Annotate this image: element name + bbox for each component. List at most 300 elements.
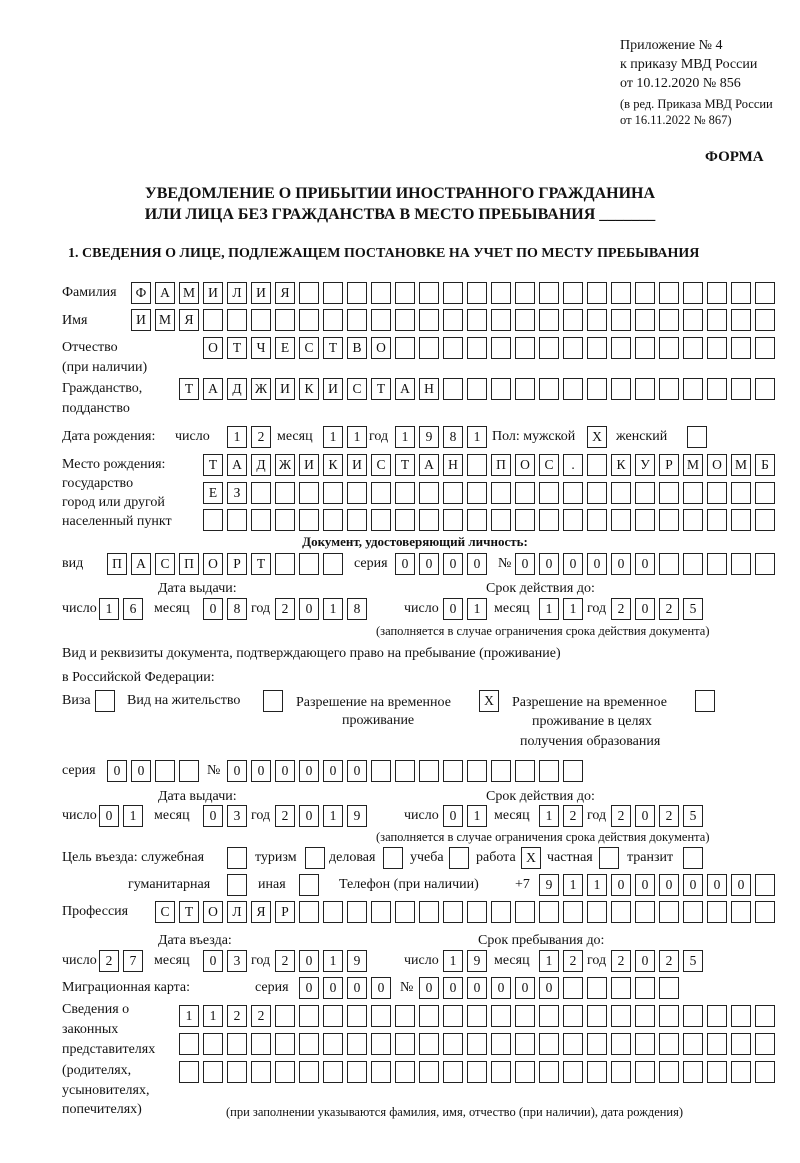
birth-place-3-cell[interactable] [587,509,607,531]
surname-cell[interactable] [563,282,583,304]
edu-residence-checkbox[interactable] [695,690,715,712]
birth-place-3-cell[interactable] [299,509,319,531]
birth-place-3-cell[interactable] [515,509,535,531]
name-cell[interactable] [491,309,511,331]
citizenship-cell[interactable] [443,378,463,400]
p-private-checkbox[interactable] [599,847,619,869]
birth-place-1-cell[interactable]: А [419,454,439,476]
birth-place-1-cell[interactable] [467,454,487,476]
birth-day-cell[interactable]: 1 [227,426,247,448]
id-number-cell[interactable] [731,553,751,575]
patronymic-cell[interactable]: В [347,337,367,359]
patronymic-cell[interactable] [443,337,463,359]
phone-cell[interactable]: 0 [635,874,655,896]
patronymic-cell[interactable] [395,337,415,359]
reps-3-cell[interactable] [683,1061,703,1083]
citizenship-cell[interactable]: И [323,378,343,400]
phone-cell[interactable] [755,874,775,896]
residence-checkbox[interactable] [263,690,283,712]
citizenship-cell[interactable] [587,378,607,400]
until-day-cell[interactable]: 1 [443,950,463,972]
profession-cell[interactable] [563,901,583,923]
surname-cell[interactable] [635,282,655,304]
reps-3-cell[interactable] [659,1061,679,1083]
until-month-cell[interactable]: 1 [539,950,559,972]
reps-3-cell[interactable] [755,1061,775,1083]
citizenship-cell[interactable]: Ж [251,378,271,400]
citizenship-cell[interactable]: И [275,378,295,400]
citizenship-cell[interactable] [563,378,583,400]
birth-place-1-cell[interactable]: О [707,454,727,476]
mig-series-cell[interactable]: 0 [347,977,367,999]
stay-number-cell[interactable] [515,760,535,782]
id-issue-year-cell[interactable]: 8 [347,598,367,620]
birth-place-1-cell[interactable]: Н [443,454,463,476]
birth-place-1-cell[interactable]: К [611,454,631,476]
birth-month-cell[interactable]: 1 [347,426,367,448]
reps-1-cell[interactable]: 1 [203,1005,223,1027]
mig-number-cell[interactable]: 0 [467,977,487,999]
reps-2-cell[interactable] [419,1033,439,1055]
phone-cell[interactable]: 0 [659,874,679,896]
reps-2-cell[interactable] [755,1033,775,1055]
reps-1-cell[interactable] [515,1005,535,1027]
reps-1-cell[interactable]: 2 [251,1005,271,1027]
id-kind-cell[interactable]: П [179,553,199,575]
reps-2-cell[interactable] [635,1033,655,1055]
patronymic-cell[interactable] [419,337,439,359]
entry-month-cell[interactable]: 3 [227,950,247,972]
until-day-cell[interactable]: 9 [467,950,487,972]
profession-cell[interactable] [491,901,511,923]
mig-number-cell[interactable]: 0 [443,977,463,999]
id-issue-month-cell[interactable]: 8 [227,598,247,620]
mig-number-cell[interactable]: 0 [419,977,439,999]
profession-cell[interactable] [347,901,367,923]
birth-place-1-cell[interactable]: П [491,454,511,476]
patronymic-cell[interactable] [563,337,583,359]
p-work-checkbox[interactable]: X [521,847,541,869]
phone-cell[interactable]: 0 [707,874,727,896]
birth-place-1-cell[interactable]: К [323,454,343,476]
citizenship-cell[interactable]: С [347,378,367,400]
citizenship-cell[interactable] [683,378,703,400]
birth-place-3-cell[interactable] [611,509,631,531]
reps-1-cell[interactable] [563,1005,583,1027]
birth-place-1-cell[interactable]: Р [659,454,679,476]
surname-cell[interactable] [395,282,415,304]
reps-3-cell[interactable] [323,1061,343,1083]
birth-place-2-cell[interactable] [587,482,607,504]
name-cell[interactable] [347,309,367,331]
id-valid-year-cell[interactable]: 2 [659,598,679,620]
stay-valid-day-cell[interactable]: 1 [467,805,487,827]
birth-month-cell[interactable]: 1 [323,426,343,448]
id-valid-year-cell[interactable]: 5 [683,598,703,620]
stay-issue-month-cell[interactable]: 3 [227,805,247,827]
surname-cell[interactable] [539,282,559,304]
birth-place-2-cell[interactable] [443,482,463,504]
reps-3-cell[interactable] [635,1061,655,1083]
patronymic-cell[interactable]: Ч [251,337,271,359]
mig-series-cell[interactable]: 0 [371,977,391,999]
reps-3-cell[interactable] [587,1061,607,1083]
reps-1-cell[interactable] [731,1005,751,1027]
reps-1-cell[interactable] [683,1005,703,1027]
id-valid-month-cell[interactable]: 1 [563,598,583,620]
birth-place-2-cell[interactable] [611,482,631,504]
surname-cell[interactable] [347,282,367,304]
stay-number-cell[interactable] [443,760,463,782]
reps-3-cell[interactable] [611,1061,631,1083]
mig-number-cell[interactable] [659,977,679,999]
birth-year-cell[interactable]: 1 [467,426,487,448]
stay-valid-month-cell[interactable]: 2 [563,805,583,827]
until-year-cell[interactable]: 2 [659,950,679,972]
reps-3-cell[interactable] [539,1061,559,1083]
stay-number-cell[interactable]: 0 [227,760,247,782]
patronymic-cell[interactable] [635,337,655,359]
birth-place-1-cell[interactable]: Т [395,454,415,476]
reps-1-cell[interactable] [755,1005,775,1027]
birth-place-1-cell[interactable] [587,454,607,476]
citizenship-cell[interactable] [539,378,559,400]
name-cell[interactable] [371,309,391,331]
birth-place-3-cell[interactable] [227,509,247,531]
id-kind-cell[interactable] [299,553,319,575]
reps-3-cell[interactable] [179,1061,199,1083]
reps-1-cell[interactable] [707,1005,727,1027]
profession-cell[interactable] [683,901,703,923]
reps-3-cell[interactable] [419,1061,439,1083]
reps-3-cell[interactable] [443,1061,463,1083]
profession-cell[interactable] [635,901,655,923]
name-cell[interactable] [659,309,679,331]
mig-number-cell[interactable]: 0 [539,977,559,999]
birth-place-3-cell[interactable] [419,509,439,531]
citizenship-cell[interactable] [635,378,655,400]
mig-number-cell[interactable] [635,977,655,999]
stay-number-cell[interactable] [371,760,391,782]
reps-3-cell[interactable] [467,1061,487,1083]
profession-cell[interactable]: Л [227,901,247,923]
name-cell[interactable] [203,309,223,331]
profession-cell[interactable]: О [203,901,223,923]
p-study-checkbox[interactable] [449,847,469,869]
entry-year-cell[interactable]: 9 [347,950,367,972]
profession-cell[interactable] [467,901,487,923]
id-series-cell[interactable]: 0 [443,553,463,575]
name-cell[interactable] [587,309,607,331]
id-series-cell[interactable]: 0 [419,553,439,575]
reps-1-cell[interactable] [659,1005,679,1027]
citizenship-cell[interactable] [491,378,511,400]
id-valid-day-cell[interactable]: 1 [467,598,487,620]
until-month-cell[interactable]: 2 [563,950,583,972]
stay-issue-year-cell[interactable]: 1 [323,805,343,827]
temp-residence-checkbox[interactable]: X [479,690,499,712]
stay-number-cell[interactable] [467,760,487,782]
birth-place-2-cell[interactable] [371,482,391,504]
phone-cell[interactable]: 1 [587,874,607,896]
profession-cell[interactable] [587,901,607,923]
stay-series-cell[interactable]: 0 [107,760,127,782]
birth-place-1-cell[interactable]: У [635,454,655,476]
name-cell[interactable] [419,309,439,331]
reps-2-cell[interactable] [251,1033,271,1055]
reps-3-cell[interactable] [203,1061,223,1083]
profession-cell[interactable] [419,901,439,923]
profession-cell[interactable]: С [155,901,175,923]
birth-place-1-cell[interactable]: Т [203,454,223,476]
mig-number-cell[interactable] [587,977,607,999]
citizenship-cell[interactable] [467,378,487,400]
id-kind-cell[interactable]: Т [251,553,271,575]
reps-3-cell[interactable] [731,1061,751,1083]
birth-place-2-cell[interactable] [635,482,655,504]
patronymic-cell[interactable] [467,337,487,359]
phone-cell[interactable]: 0 [611,874,631,896]
reps-1-cell[interactable] [395,1005,415,1027]
surname-cell[interactable]: А [155,282,175,304]
birth-place-3-cell[interactable] [539,509,559,531]
stay-number-cell[interactable]: 0 [275,760,295,782]
profession-cell[interactable] [611,901,631,923]
surname-cell[interactable]: М [179,282,199,304]
surname-cell[interactable] [587,282,607,304]
birth-place-3-cell[interactable] [635,509,655,531]
name-cell[interactable] [443,309,463,331]
reps-1-cell[interactable] [587,1005,607,1027]
reps-3-cell[interactable] [563,1061,583,1083]
birth-day-cell[interactable]: 2 [251,426,271,448]
birth-place-3-cell[interactable] [371,509,391,531]
surname-cell[interactable] [755,282,775,304]
patronymic-cell[interactable] [539,337,559,359]
stay-number-cell[interactable] [419,760,439,782]
reps-2-cell[interactable] [275,1033,295,1055]
surname-cell[interactable] [491,282,511,304]
stay-series-cell[interactable] [155,760,175,782]
citizenship-cell[interactable] [659,378,679,400]
birth-place-1-cell[interactable]: . [563,454,583,476]
birth-place-3-cell[interactable] [563,509,583,531]
reps-2-cell[interactable] [515,1033,535,1055]
birth-place-1-cell[interactable]: И [347,454,367,476]
reps-1-cell[interactable] [275,1005,295,1027]
citizenship-cell[interactable]: А [395,378,415,400]
birth-place-1-cell[interactable]: М [731,454,751,476]
id-number-cell[interactable]: 0 [587,553,607,575]
id-kind-cell[interactable]: А [131,553,151,575]
entry-day-cell[interactable]: 2 [99,950,119,972]
id-number-cell[interactable] [683,553,703,575]
id-kind-cell[interactable]: П [107,553,127,575]
citizenship-cell[interactable] [707,378,727,400]
reps-2-cell[interactable] [299,1033,319,1055]
phone-cell[interactable]: 0 [683,874,703,896]
id-kind-cell[interactable] [323,553,343,575]
surname-cell[interactable]: Ф [131,282,151,304]
reps-2-cell[interactable] [227,1033,247,1055]
stay-valid-year-cell[interactable]: 2 [611,805,631,827]
reps-1-cell[interactable] [611,1005,631,1027]
patronymic-cell[interactable] [587,337,607,359]
id-series-cell[interactable]: 0 [467,553,487,575]
birth-place-2-cell[interactable] [275,482,295,504]
citizenship-cell[interactable]: Д [227,378,247,400]
birth-year-cell[interactable]: 9 [419,426,439,448]
id-issue-year-cell[interactable]: 2 [275,598,295,620]
reps-2-cell[interactable] [203,1033,223,1055]
birth-place-2-cell[interactable]: З [227,482,247,504]
until-year-cell[interactable]: 5 [683,950,703,972]
citizenship-cell[interactable]: Т [179,378,199,400]
p-other-checkbox[interactable] [299,874,319,896]
id-issue-year-cell[interactable]: 0 [299,598,319,620]
stay-issue-year-cell[interactable]: 2 [275,805,295,827]
name-cell[interactable] [707,309,727,331]
p-tourism-checkbox[interactable] [305,847,325,869]
entry-day-cell[interactable]: 7 [123,950,143,972]
birth-place-3-cell[interactable] [323,509,343,531]
until-year-cell[interactable]: 2 [611,950,631,972]
birth-place-3-cell[interactable] [443,509,463,531]
id-issue-day-cell[interactable]: 1 [99,598,119,620]
reps-1-cell[interactable] [539,1005,559,1027]
patronymic-cell[interactable] [659,337,679,359]
birth-place-1-cell[interactable]: С [539,454,559,476]
name-cell[interactable] [611,309,631,331]
birth-place-3-cell[interactable] [707,509,727,531]
mig-number-cell[interactable] [563,977,583,999]
birth-place-3-cell[interactable] [275,509,295,531]
surname-cell[interactable] [683,282,703,304]
name-cell[interactable]: Я [179,309,199,331]
entry-year-cell[interactable]: 1 [323,950,343,972]
surname-cell[interactable] [443,282,463,304]
stay-valid-month-cell[interactable]: 1 [539,805,559,827]
id-kind-cell[interactable] [275,553,295,575]
profession-cell[interactable] [323,901,343,923]
name-cell[interactable] [731,309,751,331]
birth-place-3-cell[interactable] [203,509,223,531]
birth-place-2-cell[interactable] [659,482,679,504]
reps-1-cell[interactable] [347,1005,367,1027]
birth-place-2-cell[interactable] [491,482,511,504]
patronymic-cell[interactable]: О [371,337,391,359]
profession-cell[interactable] [515,901,535,923]
visa-checkbox[interactable] [95,690,115,712]
citizenship-cell[interactable]: А [203,378,223,400]
surname-cell[interactable] [515,282,535,304]
patronymic-cell[interactable] [683,337,703,359]
name-cell[interactable] [755,309,775,331]
birth-place-3-cell[interactable] [395,509,415,531]
id-number-cell[interactable] [707,553,727,575]
patronymic-cell[interactable] [707,337,727,359]
birth-place-1-cell[interactable]: Б [755,454,775,476]
name-cell[interactable] [683,309,703,331]
name-cell[interactable] [515,309,535,331]
birth-place-2-cell[interactable] [251,482,271,504]
patronymic-cell[interactable]: С [299,337,319,359]
profession-cell[interactable] [659,901,679,923]
patronymic-cell[interactable] [491,337,511,359]
reps-2-cell[interactable] [347,1033,367,1055]
patronymic-cell[interactable] [731,337,751,359]
id-series-cell[interactable]: 0 [395,553,415,575]
id-kind-cell[interactable]: О [203,553,223,575]
name-cell[interactable] [275,309,295,331]
citizenship-cell[interactable] [515,378,535,400]
reps-2-cell[interactable] [563,1033,583,1055]
birth-place-1-cell[interactable]: Ж [275,454,295,476]
birth-year-cell[interactable]: 1 [395,426,415,448]
surname-cell[interactable] [299,282,319,304]
reps-3-cell[interactable] [707,1061,727,1083]
stay-number-cell[interactable]: 0 [347,760,367,782]
birth-place-2-cell[interactable] [395,482,415,504]
reps-3-cell[interactable] [515,1061,535,1083]
reps-2-cell[interactable] [659,1033,679,1055]
surname-cell[interactable] [323,282,343,304]
reps-2-cell[interactable] [611,1033,631,1055]
birth-place-2-cell[interactable] [731,482,751,504]
id-issue-day-cell[interactable]: 6 [123,598,143,620]
stay-number-cell[interactable]: 0 [323,760,343,782]
mig-series-cell[interactable]: 0 [323,977,343,999]
profession-cell[interactable] [755,901,775,923]
mig-number-cell[interactable]: 0 [515,977,535,999]
sex-female-checkbox[interactable] [687,426,707,448]
reps-3-cell[interactable] [251,1061,271,1083]
reps-2-cell[interactable] [179,1033,199,1055]
birth-place-2-cell[interactable] [563,482,583,504]
stay-issue-day-cell[interactable]: 1 [123,805,143,827]
reps-2-cell[interactable] [539,1033,559,1055]
stay-number-cell[interactable] [563,760,583,782]
birth-place-2-cell[interactable] [419,482,439,504]
id-number-cell[interactable] [659,553,679,575]
birth-place-1-cell[interactable]: О [515,454,535,476]
birth-place-3-cell[interactable] [347,509,367,531]
patronymic-cell[interactable]: Е [275,337,295,359]
profession-cell[interactable]: Я [251,901,271,923]
surname-cell[interactable] [707,282,727,304]
id-kind-cell[interactable]: С [155,553,175,575]
birth-place-3-cell[interactable] [659,509,679,531]
name-cell[interactable] [563,309,583,331]
reps-2-cell[interactable] [395,1033,415,1055]
reps-3-cell[interactable] [395,1061,415,1083]
reps-1-cell[interactable] [299,1005,319,1027]
patronymic-cell[interactable] [755,337,775,359]
reps-1-cell[interactable] [467,1005,487,1027]
entry-year-cell[interactable]: 2 [275,950,295,972]
name-cell[interactable] [467,309,487,331]
id-valid-year-cell[interactable]: 0 [635,598,655,620]
reps-3-cell[interactable] [371,1061,391,1083]
reps-1-cell[interactable]: 2 [227,1005,247,1027]
citizenship-cell[interactable]: Н [419,378,439,400]
phone-cell[interactable]: 1 [563,874,583,896]
phone-cell[interactable]: 9 [539,874,559,896]
name-cell[interactable]: И [131,309,151,331]
id-number-cell[interactable]: 0 [563,553,583,575]
reps-1-cell[interactable] [443,1005,463,1027]
stay-issue-year-cell[interactable]: 0 [299,805,319,827]
